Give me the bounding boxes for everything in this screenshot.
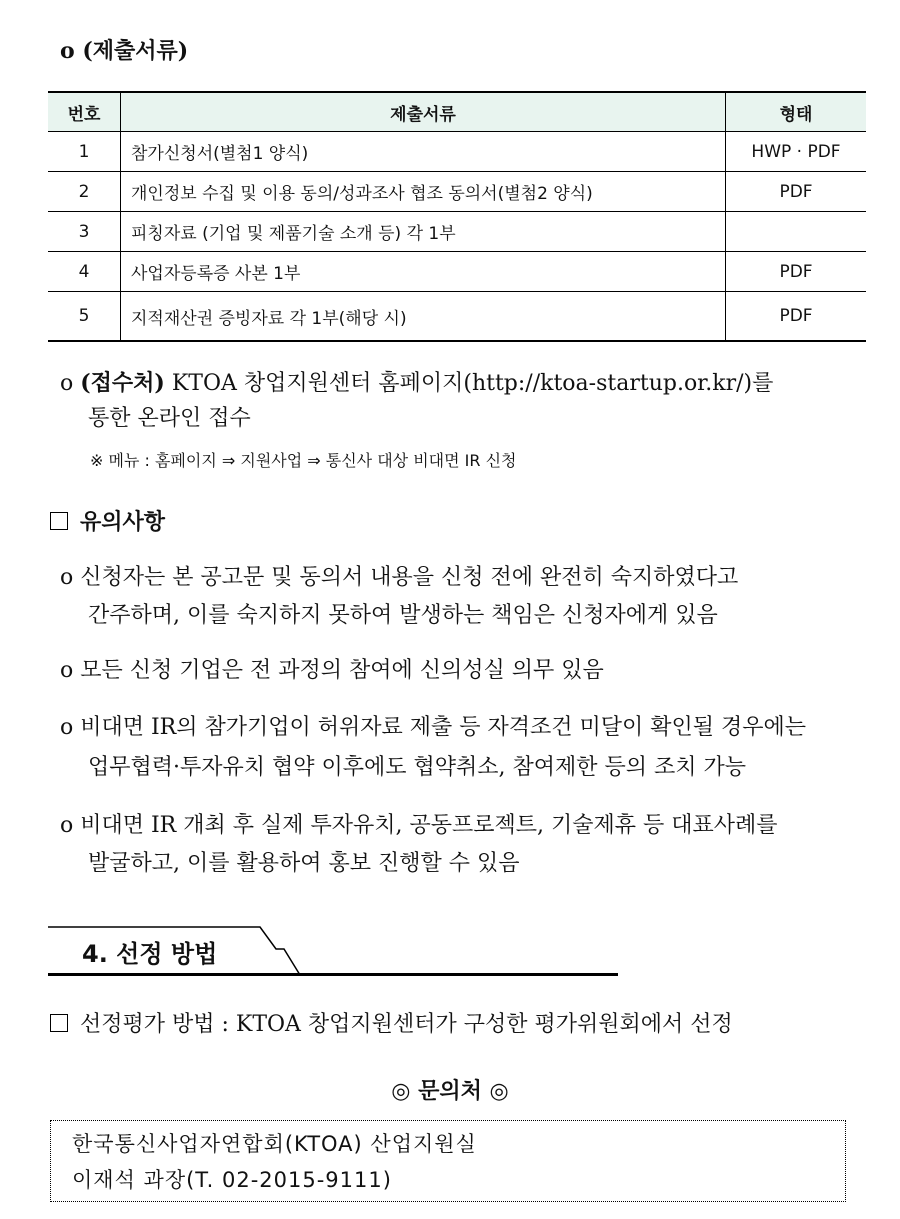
column-header-number: 번호 <box>48 92 121 132</box>
row-number: 5 <box>48 292 121 342</box>
section-4-title: 4. 선정 방법 <box>82 940 218 968</box>
row-format: PDF <box>726 252 867 292</box>
notice-item-3-line-2: 업무협력·투자유치 협약 이후에도 협약취소, 참여제한 등의 조치 가능 <box>88 755 746 780</box>
row-number: 2 <box>48 172 121 212</box>
notice-item-2-line-1: o 모든 신청 기업은 전 과정의 참여에 신의성실 의무 있음 <box>60 658 604 683</box>
row-document: 참가신청서(별첨1 양식) <box>121 132 726 172</box>
row-document: 개인정보 수집 및 이용 동의/성과조사 협조 동의서(별첨2 양식) <box>121 172 726 212</box>
notice-item-4-line-2: 발굴하고, 이를 활용하여 홍보 진행할 수 있음 <box>88 851 520 876</box>
row-format: PDF <box>726 292 867 342</box>
reception-menu-note: ※ 메뉴 : 홈페이지 ⇒ 지원사업 ⇒ 통신사 대상 비대면 IR 신청 <box>90 451 517 470</box>
contact-person: 이재석 과장(T. 02-2015-9111) <box>72 1168 392 1192</box>
contact-title: ◎ 문의처 ◎ <box>391 1078 509 1104</box>
reception-text: KTOA 창업지원센터 홈페이지(http://ktoa-startup.or.kr/)를 <box>171 371 774 396</box>
table-row <box>48 252 866 292</box>
table-row <box>48 132 866 172</box>
column-header-format: 형태 <box>726 92 867 132</box>
table-header-row <box>48 92 866 132</box>
row-number: 4 <box>48 252 121 292</box>
row-format: HWP · PDF <box>726 132 867 172</box>
row-document: 지적재산권 증빙자료 각 1부(해당 시) <box>121 292 726 342</box>
section-underline <box>48 973 618 976</box>
table-row <box>48 172 866 212</box>
row-format <box>726 212 867 252</box>
submission-heading: o (제출서류) <box>60 38 189 64</box>
notice-item-1-line-1: o 신청자는 본 공고문 및 동의서 내용을 신청 전에 완전히 숙지하였다고 <box>60 565 739 590</box>
table-row <box>48 292 866 342</box>
reception-line-2: 통한 온라인 접수 <box>88 406 251 431</box>
row-document: 피칭자료 (기업 및 제품기술 소개 등) 각 1부 <box>121 212 726 252</box>
column-header-document: 제출서류 <box>121 92 726 132</box>
selection-method <box>50 1007 733 1043</box>
reception-marker: o <box>60 371 74 396</box>
checkbox-square-icon <box>50 1014 68 1032</box>
notice-heading <box>50 505 165 536</box>
row-document: 사업자등록증 사본 1부 <box>121 252 726 292</box>
reception-line-1 <box>60 365 773 402</box>
table-row <box>48 212 866 252</box>
row-number: 1 <box>48 132 121 172</box>
contact-organization: 한국통신사업자연합회(KTOA) 산업지원실 <box>72 1132 477 1156</box>
notice-item-1-line-2: 간주하며, 이를 숙지하지 못하여 발생하는 책임은 신청자에게 있음 <box>88 603 718 628</box>
row-format: PDF <box>726 172 867 212</box>
selection-method-text: 선정평가 방법 : KTOA 창업지원센터가 구성한 평가위원회에서 선정 <box>80 1012 733 1037</box>
notice-title: 유의사항 <box>80 509 166 535</box>
reception-label: (접수처) <box>80 370 165 396</box>
submission-table <box>48 91 866 342</box>
checkbox-square-icon <box>50 512 68 530</box>
notice-item-4-line-1: o 비대면 IR 개최 후 실제 투자유치, 공동프로젝트, 기술제휴 등 대표사례를 <box>60 813 778 838</box>
notice-item-3-line-1: o 비대면 IR의 참가기업이 허위자료 제출 등 자격조건 미달이 확인될 경우에는 <box>60 715 806 740</box>
row-number: 3 <box>48 212 121 252</box>
